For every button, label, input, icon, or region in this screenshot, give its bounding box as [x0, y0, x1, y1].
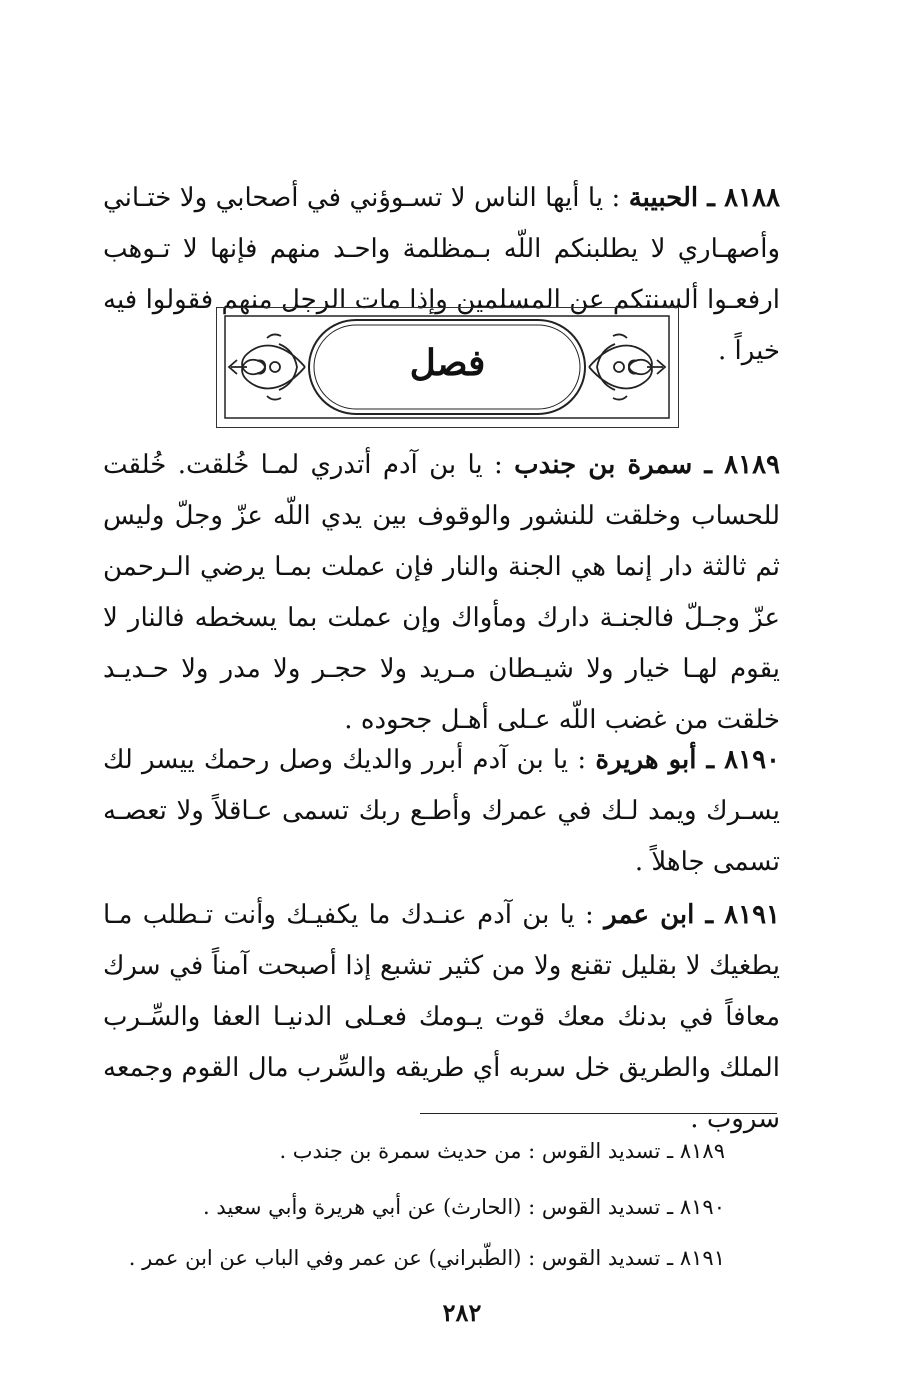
entry-number: ٨١٨٨ [724, 183, 780, 213]
entry-number: ٨١٨٩ [724, 450, 780, 480]
entry-text: : يا بن آدم أتدري لمـا خُلقت. خُلقت للحساب وخلقت للنشور والوقوف بين يدي اللّه عزّ وجلّ وليس ثم ثالثة دار إنما هي الجنة والنار فإن عملت بمـا يرضي الـرحمن عزّ وجـلّ فالجنـة دارك ومأواك وإن عملت بما يسخطه فالنار لا يقوم لهـا خيار ولا شيـطان مـريد ولا حجـر ولا مدر ولا حـديـد خلقت من غضب اللّه عـلى أهـل جحوده . [103, 450, 780, 735]
entry-text: : يا أيها الناس لا تسـوؤني في أصحابي ولا ختـاني وأصهـاري لا يطلبنكم اللّه بـمظلمة واحـد منهم فإنها لا تـوهب ارفعـوا ألسنتكم عن المسلمين وإذا مات الرجل منهم فقولوا فيه خيراً . [103, 183, 780, 366]
entry-narrator: أبو هريرة [595, 745, 697, 775]
section-heading-frame [216, 307, 679, 428]
entry-number: ٨١٩٠ [724, 745, 781, 775]
entry-narrator: الحبيبة [628, 183, 699, 213]
entry-narrator: سمرة بن جندب [514, 450, 693, 480]
entry-number: ٨١٩١ [724, 900, 780, 930]
footnote-separator [420, 1113, 777, 1114]
footnote-8191: ٨١٩١ ـ تسديد القوس : (الطّبراني) عن عمر وفي الباب عن ابن عمر . [128, 1246, 725, 1270]
entry-8190: ٨١٩٠ ـ أبو هريرة : يا بن آدم أبرر والديك وصل رحمك ييسر لك يسـرك ويمد لـك في عمرك وأطـع ربك تسمى عـاقلاً ولا تعصـه تسمى جاهلاً . [103, 745, 781, 877]
footnote-8190: ٨١٩٠ ـ تسديد القوس : (الحارث) عن أبي هريرة وأبي سعيد . [203, 1195, 725, 1219]
entry-8188: ٨١٨٨ ـ الحبيبة : يا أيها الناس لا تسـوؤني في أصحابي ولا ختـاني وأصهـاري لا يطلبنكم اللّه بـمظلمة واحـد منهم فإنها لا تـوهب ارفعـوا ألسنتكم عن المسلمين وإذا مات الرجل منهم فقولوا فيه خيراً . [103, 183, 780, 366]
footnote-8189: ٨١٨٩ ـ تسديد القوس : من حديث سمرة بن جندب . [279, 1139, 725, 1163]
entry-narrator: ابن عمر [604, 900, 695, 930]
entry-text: : يا بن آدم عنـدك ما يكفيـك وأنت تـطلب مـا يطغيك لا بقليل تقنع ولا من كثير تشبع إذا أصبحت آمناً في سرك معافاً في بدنك معك قوت يـومك فعـلى الدنيـا العفا والسِّـرب الملك والطريق خل سربه أي طريقه والسِّرب مال القوم وجمعه سروب . [103, 900, 780, 1134]
entry-text: : يا بن آدم أبرر والديك وصل رحمك ييسر لك يسـرك ويمد لـك في عمرك وأطـع ربك تسمى عـاقلاً ولا تعصـه تسمى جاهلاً . [103, 745, 780, 877]
entry-8189: ٨١٨٩ ـ سمرة بن جندب : يا بن آدم أتدري لمـا خُلقت. خُلقت للحساب وخلقت للنشور والوقوف بين يدي اللّه عزّ وجلّ وليس ثم ثالثة دار إنما هي الجنة والنار فإن عملت بمـا يرضي الـرحمن عزّ وجـلّ فالجنـة دارك ومأواك وإن عملت بما يسخطه فالنار لا يقوم لهـا خيار ولا شيـطان مـريد ولا حجـر ولا مدر ولا حـديـد خلقت من غضب اللّه عـلى أهـل جحوده . [103, 450, 780, 735]
entry-8191: ٨١٩١ ـ ابن عمر : يا بن آدم عنـدك ما يكفيـك وأنت تـطلب مـا يطغيك لا بقليل تقنع ولا من كثير تشبع إذا أصبحت آمناً في سرك معافاً في بدنك معك قوت يـومك فعـلى الدنيـا العفا والسِّـرب الملك والطريق خل سربه أي طريقه والسِّرب مال القوم وجمعه سروب . [103, 900, 780, 1134]
page-number: ٢٨٢ [442, 1298, 482, 1327]
section-title: فصل [409, 342, 486, 384]
